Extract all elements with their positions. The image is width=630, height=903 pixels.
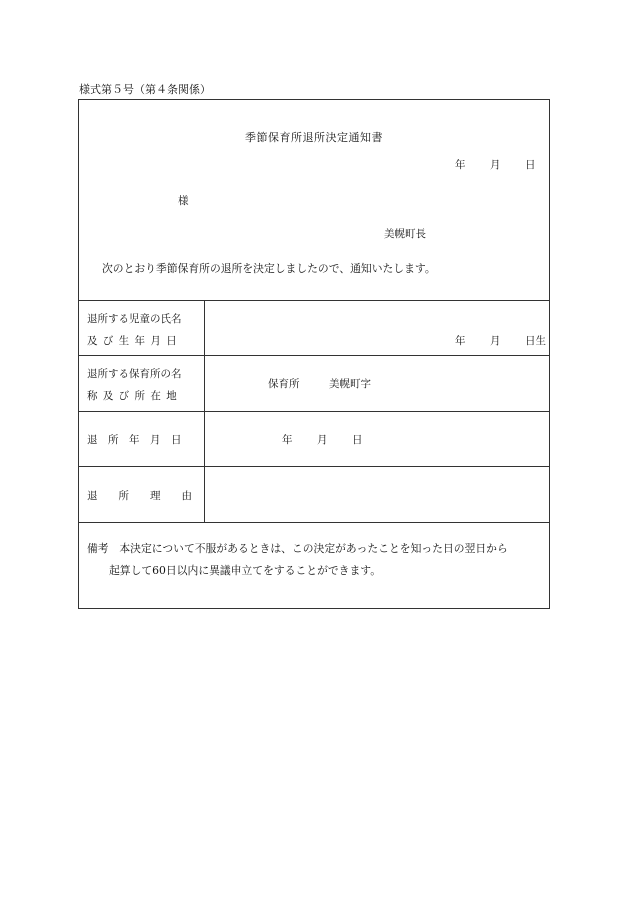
issuer-name: 美幌町長 <box>384 228 426 240</box>
label-column-divider <box>204 300 205 522</box>
reason-label: 退 所 理 由 <box>87 490 192 502</box>
notice-text: 次のとおり季節保育所の退所を決定しましたので、通知いたします。 <box>102 262 436 275</box>
date-month-label: 月 <box>490 159 501 171</box>
facility-label-2: 称 及 び 所 在 地 <box>87 390 178 402</box>
facility-name-suffix: 保育所 <box>268 378 300 390</box>
withdraw-date-label: 退 所 年 月 日 <box>87 434 182 446</box>
child-name-label-2: 及 び 生 年 月 日 <box>87 335 178 347</box>
withdraw-month-label: 月 <box>317 434 328 446</box>
withdraw-year-label: 年 <box>282 434 293 446</box>
birth-year-label: 年 <box>455 335 466 347</box>
facility-label-1: 退所する保育所の名 <box>87 368 182 380</box>
form-number: 様式第５号（第４条関係） <box>79 83 211 96</box>
notice-form <box>78 99 550 609</box>
date-year-label: 年 <box>455 159 466 171</box>
birth-day-label: 日生 <box>525 335 546 347</box>
child-name-label-1: 退所する児童の氏名 <box>87 313 182 325</box>
addressee-suffix: 様 <box>178 195 189 207</box>
remarks-line-2: 起算して60日以内に異議申立てをすることができます。 <box>109 564 381 577</box>
divider-row-4 <box>79 522 549 523</box>
document-title: 季節保育所退所決定通知書 <box>245 131 383 144</box>
facility-address-prefix: 美幌町字 <box>329 378 371 390</box>
date-day-label: 日 <box>525 159 536 171</box>
remarks-line-1: 備考 本決定について不服があるときは、この決定があったことを知った日の翌日から <box>87 542 508 555</box>
birth-month-label: 月 <box>490 335 501 347</box>
withdraw-day-label: 日 <box>352 434 363 446</box>
divider-row-1 <box>79 355 549 356</box>
divider-header <box>79 300 549 301</box>
divider-row-2 <box>79 411 549 412</box>
divider-row-3 <box>79 466 549 467</box>
